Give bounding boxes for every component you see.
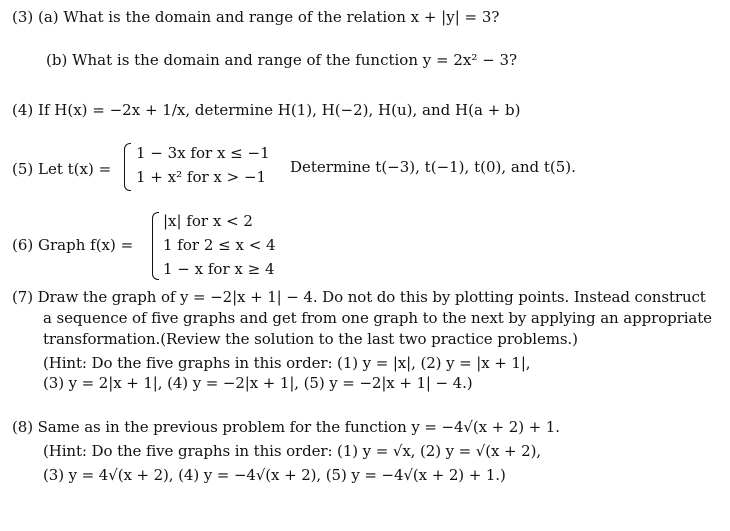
problem-6-label: (6) Graph f(x) = — [12, 236, 134, 254]
problem-5-case-2: 1 + x² for x > −1 — [136, 168, 267, 186]
problem-7-line-1: (7) Draw the graph of y = −2|x + 1| − 4. Do not do this by plotting points. Instead construct — [12, 288, 706, 306]
problem-6-case-2: 1 for 2 ≤ x < 4 — [163, 236, 276, 254]
problem-6-case-1: |x| for x < 2 — [163, 212, 253, 230]
problem-4: (4) If H(x) = −2x + 1/x, determine H(1), H(−2), H(u), and H(a + b) — [12, 101, 521, 119]
problem-5-label: (5) Let t(x) = — [12, 160, 112, 178]
problem-8-line-1: (8) Same as in the previous problem for the function y = −4√(x + 2) + 1. — [12, 418, 560, 436]
problem-7-line-2: a sequence of five graphs and get from one graph to the next by applying an appropriate — [43, 309, 712, 327]
problem-3b: (b) What is the domain and range of the function y = 2x² − 3? — [46, 51, 518, 69]
problem-7-line-3: transformation.(Review the solution to the last two practice problems.) — [43, 330, 578, 348]
problem-7-hint-2: (3) y = 2|x + 1|, (4) y = −2|x + 1|, (5) y = −2|x + 1| − 4.) — [43, 374, 473, 392]
problem-7-hint-1: (Hint: Do the five graphs in this order: (1) y = |x|, (2) y = |x + 1|, — [43, 354, 531, 372]
problem-3a: (3) (a) What is the domain and range of the relation x + |y| = 3? — [12, 8, 500, 26]
problem-8-hint-2: (3) y = 4√(x + 2), (4) y = −4√(x + 2), (5) y = −4√(x + 2) + 1.) — [43, 466, 506, 484]
problem-6-case-3: 1 − x for x ≥ 4 — [163, 260, 275, 278]
problem-5-determine: Determine t(−3), t(−1), t(0), and t(5). — [290, 158, 576, 176]
problem-5-case-1: 1 − 3x for x ≤ −1 — [136, 144, 270, 162]
problem-6-brace — [152, 212, 159, 280]
problem-8-hint-1: (Hint: Do the five graphs in this order: (1) y = √x, (2) y = √(x + 2), — [43, 442, 542, 460]
problem-5-brace — [124, 143, 131, 191]
